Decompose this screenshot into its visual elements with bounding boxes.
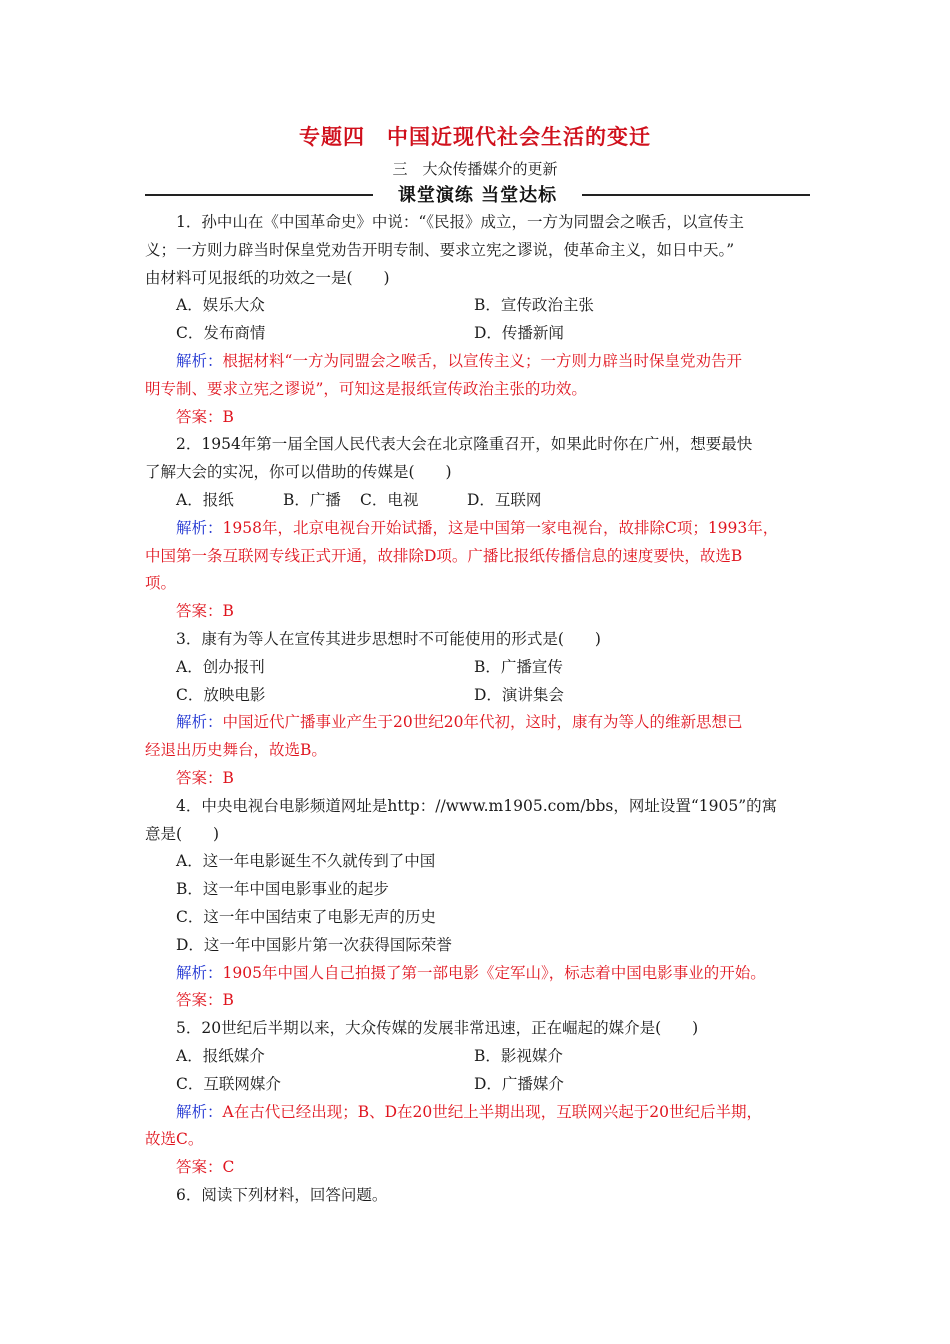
question-stem-line: 意是( ) [145,824,220,843]
question-stem-line: 4．中央电视台电影频道网址是http：//www.m1905.com/bbs，网址设置“1905”的寓 [176,796,778,815]
answer: 答案：B [176,602,234,621]
option-c: C．发布商情 [176,324,266,343]
question-stem-line: 5．20世纪后半期以来，大众传媒的发展非常迅速，正在崛起的媒介是( ) [176,1019,699,1038]
analysis-label: 解析： [176,713,223,732]
analysis-label: 解析： [176,963,223,982]
option-d: D．这一年中国影片第一次获得国际荣誉 [176,935,452,954]
options-row [145,654,810,682]
answer: 答案：C [176,1158,235,1177]
section-banner [145,181,810,207]
option-a: A．娱乐大众 [176,296,265,315]
analysis-line [145,1099,810,1127]
option-b: B．广播 [283,490,341,509]
option-c: C．这一年中国结束了电影无声的历史 [176,907,436,926]
analysis-line: 中国第一条互联网专线正式开通，故排除D项。广播比报纸传播信息的速度要快，故选B [145,546,743,565]
option-d: D．互联网 [467,490,542,509]
option-a: A．这一年电影诞生不久就传到了中国 [176,852,436,871]
options-row [145,292,810,320]
option-a: A．创办报刊 [176,657,265,676]
analysis-text: 1905年中国人自己拍摄了第一部电影《定军山》，标志着中国电影事业的开始。 [222,963,766,982]
option-d: D．广播媒介 [474,1074,564,1093]
analysis-line [145,515,810,543]
option-b: B．影视媒介 [474,1046,563,1065]
answer: 答案：B [176,768,234,787]
question-stem-line: 了解大会的实况，你可以借助的传媒是( ) [145,463,452,482]
banner-label: 课堂演练 当堂达标 [397,185,558,206]
options-row [145,682,810,710]
answer: 答案：B [176,407,234,426]
questions-body [145,209,810,1210]
analysis-text: 1958年，北京电视台开始试播，这是中国第一家电视台，故排除C项；1993年， [222,518,779,537]
analysis-text: 中国近代广播事业产生于20世纪20年代初，这时，康有为等人的维新思想已 [222,713,743,732]
option-c: C．放映电影 [176,685,266,704]
option-d: D．演讲集会 [474,685,564,704]
question-4 [145,793,810,1015]
option-c: C．电视 [360,490,419,509]
question-2 [145,431,810,626]
answer: 答案：B [176,991,234,1010]
option-b: B．宣传政治主张 [474,296,594,315]
option-c: C．互联网媒介 [176,1074,281,1093]
analysis-line: 故选C。 [145,1130,204,1149]
analysis-line: 项。 [145,574,177,593]
question-stem-line: 由材料可见报纸的功效之一是( ) [145,268,390,287]
question-stem-line: 6．阅读下列材料，回答问题。 [176,1185,388,1204]
banner-rule-right [582,194,810,196]
analysis-line: 明专制、要求立宪之谬说”，可知这是报纸宣传政治主张的功效。 [145,379,587,398]
analysis-text: 根据材料“一方为同盟会之喉舌，以宣传主义；一方则力辟当时保皇党劝告开 [222,351,742,370]
question-stem-line: 1．孙中山在《中国革命史》中说：“《民报》成立，一方为同盟会之喉舌，以宣传主 [176,213,745,231]
question-stem-line: 2．1954年第一届全国人民代表大会在北京隆重召开，如果此时你在广州，想要最快 [176,435,753,454]
question-1 [145,209,810,431]
question-5 [145,1015,810,1182]
analysis-line [145,348,810,376]
option-b: B．这一年中国电影事业的起步 [176,880,389,899]
options-row [145,320,810,348]
option-b: B．广播宣传 [474,657,563,676]
options-row [145,487,810,515]
options-row [145,1071,810,1099]
question-stem-line: 3．康有为等人在宣传其进步思想时不可能使用的形式是( ) [176,629,601,648]
analysis-label: 解析： [176,351,223,370]
analysis-label: 解析： [176,518,223,537]
analysis-line [145,960,810,988]
analysis-label: 解析： [176,1102,223,1121]
page-title: 专题四 中国近现代社会生活的变迁 [299,125,651,149]
options-row [145,1043,810,1071]
analysis-line: 经退出历史舞台，故选B。 [145,741,327,760]
option-a: A．报纸媒介 [176,1046,265,1065]
question-stem-line: 义；一方则力辟当时保皇党劝告开明专制、要求立宪之谬说，使革命主义，如日中天。” [145,240,735,259]
analysis-text: A在古代已经出现；B、D在20世纪上半期出现，互联网兴起于20世纪后半期， [222,1102,762,1121]
analysis-line [145,709,810,737]
question-6 [145,1182,810,1210]
question-3 [145,626,810,793]
option-d: D．传播新闻 [474,324,564,343]
lesson-subtitle: 三 大众传播媒介的更新 [392,160,558,178]
option-a: A．报纸 [176,490,234,509]
